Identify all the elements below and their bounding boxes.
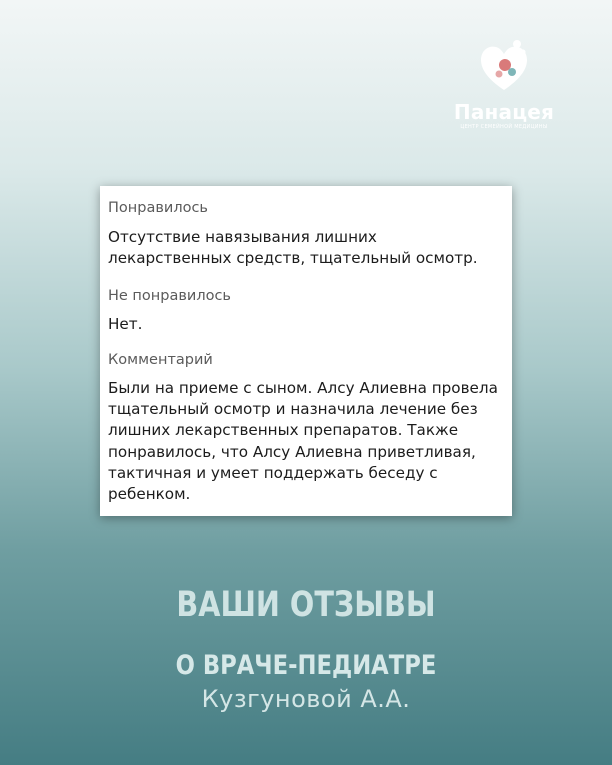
brand-name: Панацея bbox=[453, 100, 555, 124]
brand-tagline: ЦЕНТР СЕМЕЙНОЙ МЕДИЦИНЫ bbox=[460, 124, 548, 130]
page-title: ВАШИ ОТЗЫВЫ bbox=[176, 585, 436, 625]
doctor-name: Кузгуновой А.А. bbox=[201, 685, 411, 713]
disliked-text: Нет. bbox=[108, 314, 143, 333]
comment-text: Были на приеме с сыном. Алсу Алиевна провела тщательный осмотр и назначила лечение без лишних лекарственных препаратов. Также понравилось, что Алсу Алиевна приветливая, тактичная и умеет поддержать беседу с ребенком. bbox=[108, 378, 498, 504]
liked-text: Отсутствие навязывания лишних лекарственных средств, тщательный осмотр. bbox=[108, 228, 478, 268]
brand-logo bbox=[434, 38, 574, 133]
review-card bbox=[100, 186, 512, 516]
disliked-label: Не понравилось bbox=[108, 287, 231, 304]
liked-label: Понравилось bbox=[108, 200, 208, 216]
heart-with-people-icon bbox=[479, 38, 529, 98]
page-subtitle: О ВРАЧЕ-ПЕДИАТРЕ bbox=[175, 650, 437, 681]
comment-label: Комментарий bbox=[108, 351, 213, 368]
